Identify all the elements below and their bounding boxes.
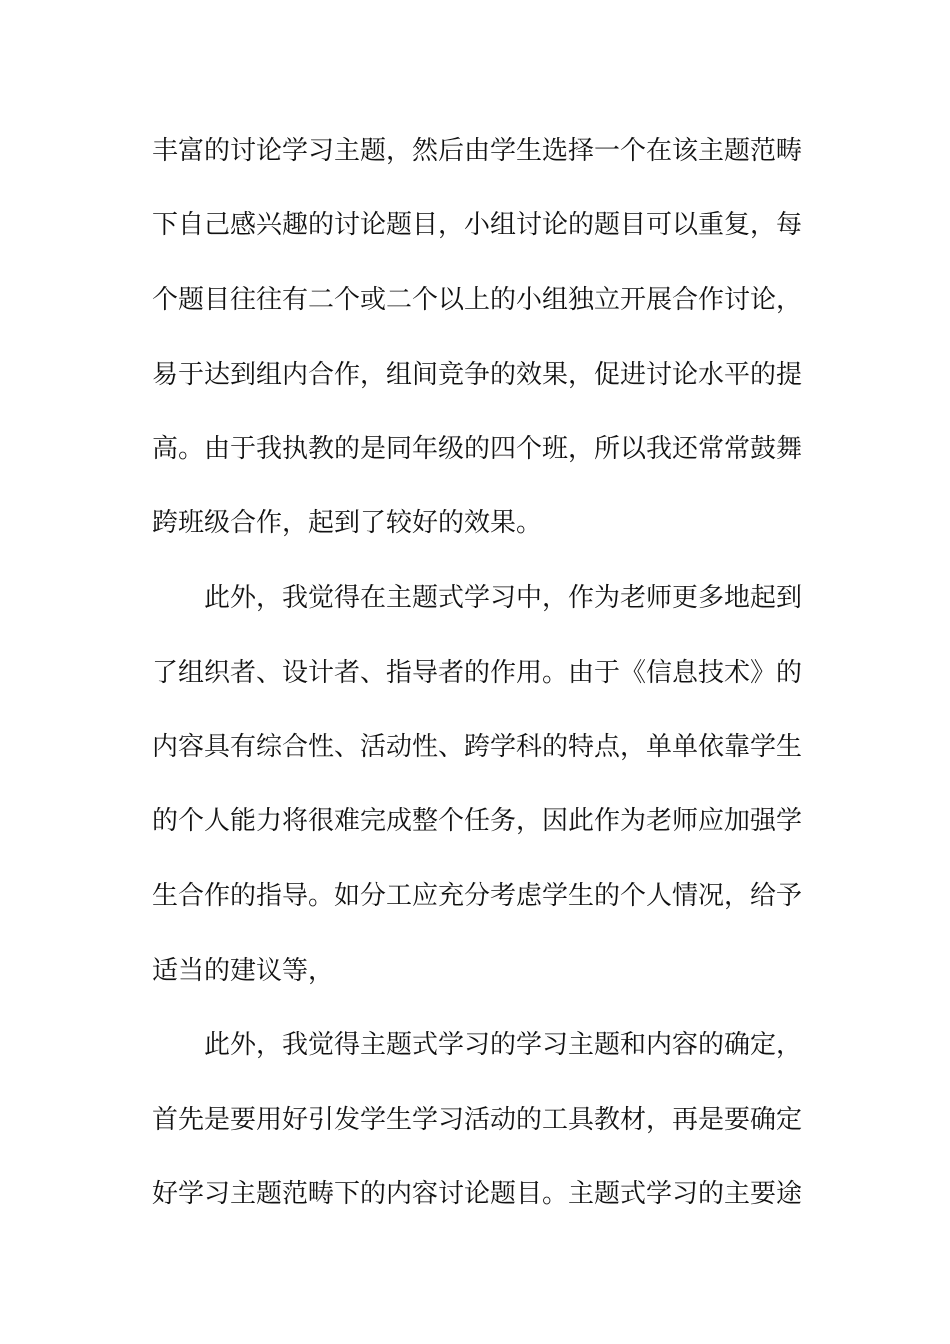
text-line-14: 首先是要用好引发学生学习活动的工具教材，再是要确定 <box>152 1105 803 1135</box>
text-line-1: 丰富的讨论学习主题，然后由学生选择一个在该主题范畴 <box>152 136 803 166</box>
text-line-15: 好学习主题范畴下的内容讨论题目。主题式学习的主要途 <box>152 1179 803 1209</box>
text-line-4: 易于达到组内合作，组间竞争的效果，促进讨论水平的提 <box>152 360 803 390</box>
text-line-6: 跨班级合作，起到了较好的效果。 <box>152 508 543 538</box>
text-line-9: 内容具有综合性、活动性、跨学科的特点，单单依靠学生 <box>152 732 803 762</box>
text-line-3: 个题目往往有二个或二个以上的小组独立开展合作讨论， <box>152 285 803 315</box>
paragraph-2-first-line: 此外，我觉得在主题式学习中，作为老师更多地起到 <box>204 583 803 613</box>
text-line-8: 了组织者、设计者、指导者的作用。由于《信息技术》的 <box>152 658 803 688</box>
text-line-5: 高。由于我执教的是同年级的四个班，所以我还常常鼓舞 <box>152 434 803 464</box>
paragraph-3-first-line: 此外，我觉得主题式学习的学习主题和内容的确定， <box>204 1030 803 1060</box>
text-line-10: 的个人能力将很难完成整个任务，因此作为老师应加强学 <box>152 806 803 836</box>
text-line-12: 适当的建议等， <box>152 956 335 986</box>
text-line-11: 生合作的指导。如分工应充分考虑学生的个人情况，给予 <box>152 881 803 911</box>
text-line-2: 下自己感兴趣的讨论题目，小组讨论的题目可以重复，每 <box>152 210 803 240</box>
